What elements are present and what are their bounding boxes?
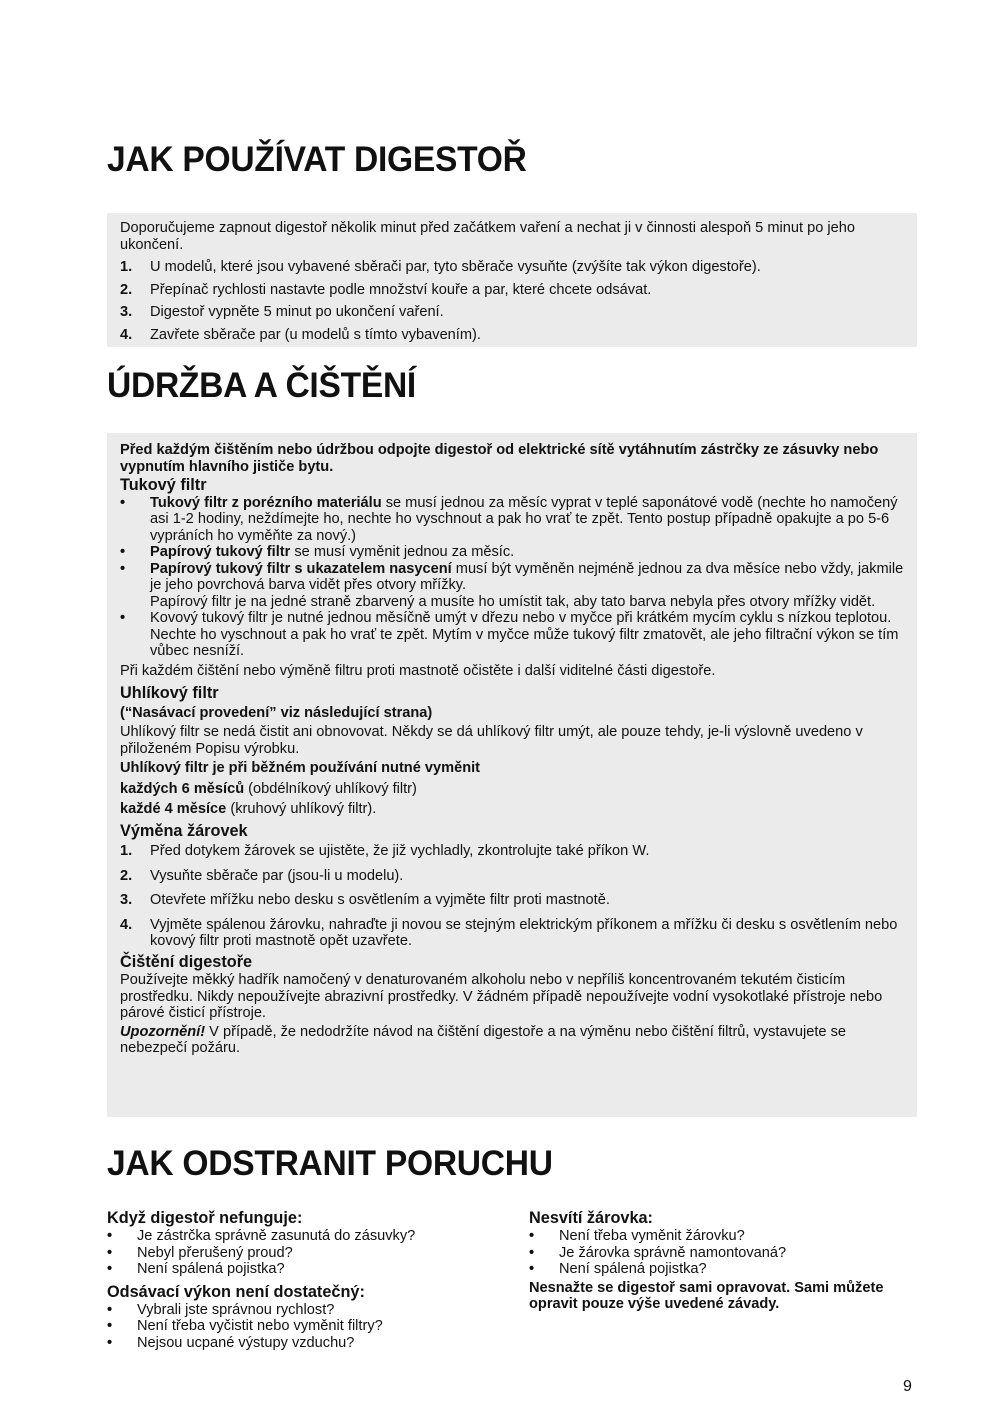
bulb-step: 4. Vyjměte spálenou žárovku, nahraďte ji novou se stejným elektrickým příkonem a mřížku či desku s osvětlením nebo kovový filtr proti mastnotě opět uzavřete. <box>120 916 898 949</box>
usage-step: 2. Přepínač rychlosti nastavte podle množství kouře a par, které chcete odsávat. <box>120 281 652 298</box>
fire-warning: Upozornění! V případě, že nedodržíte návod na čištění digestoře a na výměnu nebo čištění filtrů, vystavujete se nebezpečí požáru. <box>120 1023 847 1056</box>
maintenance-box <box>107 433 917 1117</box>
grease-bullet: • Kovový tukový filtr je nutné jednou měsíčně umýt v dřezu nebo v myčce při krátkém mycím cyklu s nízkou teplotou. Nechte ho vyschnout a pak ho vrať te zpět. Mytím v myčce může tukový filtr zmatovět, ale jeho filtrační výkon se tím vůbec nesníží. <box>120 610 899 659</box>
usage-step: 1. U modelů, které jsou vybavené sběrači par, tyto sběrače vysuňte (zvýšíte tak výkon digestoře). <box>120 259 761 275</box>
grease-after-text: Při každém čištění nebo výměně filtru proti mastnotě očistěte i další viditelné části digestoře. <box>120 662 716 679</box>
bulb-step: 2. Vysuňte sběrače par (jsou-li u modelu). <box>120 867 404 884</box>
list-item: • Není spálená pojistka? <box>107 1261 285 1277</box>
cleaning-heading: Čištění digestoře <box>120 952 253 971</box>
grease-bullet: • Papírový tukový filtr s ukazatelem nasycení musí být vyměněn nejméně jednou za dva měsíce nebo vždy, jakmile je jeho povrchová barva vidět přes otvory mřížky. Papírový filtr je na jedné straně zbarvený a musíte ho umístit tak, aby tato barva nebyla přes otvory mřížky vidět. <box>120 560 904 610</box>
list-item: • Není spálená pojistka? <box>529 1261 707 1277</box>
carbon-interval-1: každých 6 měsíců (obdélníkový uhlíkový filtr) <box>120 780 417 797</box>
carbon-filter-heading: Uhlíkový filtr <box>120 684 219 702</box>
list-item: • Je žárovka správně namontovaná? <box>529 1244 787 1261</box>
bulbs-heading: Výměna žárovek <box>120 821 248 840</box>
low-suction-heading: Odsávací výkon není dostatečný: <box>107 1282 365 1301</box>
page-number: 9 <box>903 1378 912 1395</box>
usage-intro: Doporučujeme zapnout digestoř několik minut před začátkem vaření a nechat ji v činnosti alespoň 5 minut po jeho ukončení. <box>120 220 855 253</box>
repair-note: Nesnažte se digestoř sami opravovat. Sami můžete opravit pouze výše uvedené závady. <box>529 1279 884 1312</box>
troubleshoot-right-column <box>529 1209 909 1313</box>
carbon-note: (“Nasávací provedení” viz následující strana) <box>120 704 433 721</box>
grease-bullet: • Papírový tukový filtr se musí vyměnit jednou za měsíc. <box>120 544 515 560</box>
no-function-heading: Když digestoř nefunguje: <box>107 1209 303 1227</box>
grease-bullet: • Tukový filtr z porézního materiálu se musí jednou za měsíc vyprat v teplé saponátové vodě (nechte ho namočený asi 1-2 hodiny, neždímejte ho, nechte ho vyschnout a pak ho vrať te zpět. Tento postup případně opakujte a po 5-6 vypráních ho vyměňte za nový.) <box>120 494 898 544</box>
list-item: • Není třeba vyčistit nebo vyměnit filtry? <box>107 1318 383 1334</box>
section-title-usage: JAK POUŽÍVAT DIGESTOŘ <box>107 140 527 179</box>
list-item: • Vybrali jste správnou rychlost? <box>107 1301 335 1318</box>
carbon-text: Uhlíkový filtr se nedá čistit ani obnovovat. Někdy se dá uhlíkový filtr umýt, ale pouze tehdy, je-li výslovně uvedeno v přiloženém Popisu výrobku. <box>120 724 863 757</box>
carbon-interval-2: každé 4 měsíce (kruhový uhlíkový filtr). <box>120 801 377 817</box>
carbon-must: Uhlíkový filtr je při běžném používání nutné vyměnit <box>120 760 481 776</box>
usage-step: 3. Digestoř vypněte 5 minut po ukončení vaření. <box>120 304 444 320</box>
list-item: • Nejsou ucpané výstupy vzduchu? <box>107 1334 355 1351</box>
section-title-maintenance: ÚDRŽBA A ČIŠTĚNÍ <box>107 366 416 405</box>
cleaning-text: Používejte měkký hadřík namočený v denaturovaném alkoholu nebo v nepříliš koncentrovaném tekutém čisticím prostředku. Nikdy nepoužívejte abrazivní prostředky. V žádném případě nepoužívejte vodní vysokotlaké přístroje nebo párové čisticí přístroje. <box>120 972 883 1021</box>
usage-step: 4. Zavřete sběrače par (u modelů s tímto vybavením). <box>120 326 481 343</box>
list-item: • Není třeba vyměnit žárovku? <box>529 1228 745 1244</box>
section-title-troubleshooting: JAK ODSTRANIT PORUCHU <box>107 1144 553 1183</box>
usage-box <box>107 213 917 347</box>
list-item: • Je zástrčka správně zasunutá do zásuvky? <box>107 1228 416 1244</box>
no-light-heading: Nesvítí žárovka: <box>529 1209 653 1227</box>
bulb-step: 1. Před dotykem žárovek se ujistěte, že již vychladly, zkontrolujte také příkon W. <box>120 843 650 859</box>
grease-filter-heading: Tukový filtr <box>120 476 207 494</box>
troubleshoot-left-column <box>107 1209 507 1351</box>
list-item: • Nebyl přerušený proud? <box>107 1244 293 1261</box>
bulb-step: 3. Otevřete mřížku nebo desku s osvětlením a vyjměte filtr proti mastnotě. <box>120 892 610 908</box>
safety-warning: Před každým čištěním nebo údržbou odpojte digestoř od elektrické sítě vytáhnutím zástrčky ze zásuvky nebo vypnutím hlavního jističe bytu. <box>120 442 879 475</box>
